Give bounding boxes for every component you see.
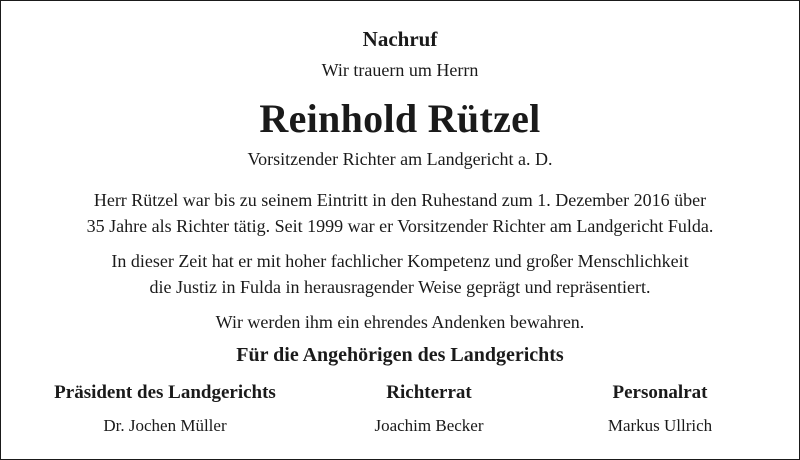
- paragraph-line: In dieser Zeit hat er mit hoher fachlicher Kompetenz und großer Menschlichkeit: [111, 251, 689, 271]
- signatory-name: Joachim Becker: [374, 416, 484, 435]
- remembrance-paragraph: [1, 309, 799, 335]
- signatory-president: [15, 382, 315, 436]
- signatory-staff-council: [510, 382, 800, 436]
- tribute-paragraph: [1, 248, 799, 300]
- deceased-name: Reinhold Rützel: [259, 96, 541, 141]
- paragraph-line: die Justiz in Fulda in herausragender Weise geprägt und repräsentiert.: [149, 277, 651, 297]
- signatory-title: Richterrat: [386, 382, 472, 403]
- paragraph-line: Wir werden ihm ein ehrendes Andenken bewahren.: [215, 312, 585, 332]
- signatory-title: Präsident des Landgerichts: [54, 382, 276, 403]
- signatory-title: Personalrat: [612, 382, 708, 403]
- paragraph-line: Herr Rützel war bis zu seinem Eintritt in den Ruhestand zum 1. Dezember 2016 über: [93, 190, 707, 210]
- signatory-name: Dr. Jochen Müller: [103, 416, 227, 435]
- paragraph-line: 35 Jahre als Richter tätig. Seit 1999 war er Vorsitzender Richter am Landgericht Fulda.: [86, 216, 714, 236]
- signatory-name: Markus Ullrich: [607, 416, 713, 435]
- on-behalf-line: Für die Angehörigen des Landgerichts: [236, 344, 564, 366]
- notice-heading: Nachruf: [362, 27, 438, 51]
- intro-line: Wir trauern um Herrn: [321, 60, 479, 80]
- deceased-position: Vorsitzender Richter am Landgericht a. D.: [247, 149, 553, 169]
- career-paragraph: [1, 187, 799, 239]
